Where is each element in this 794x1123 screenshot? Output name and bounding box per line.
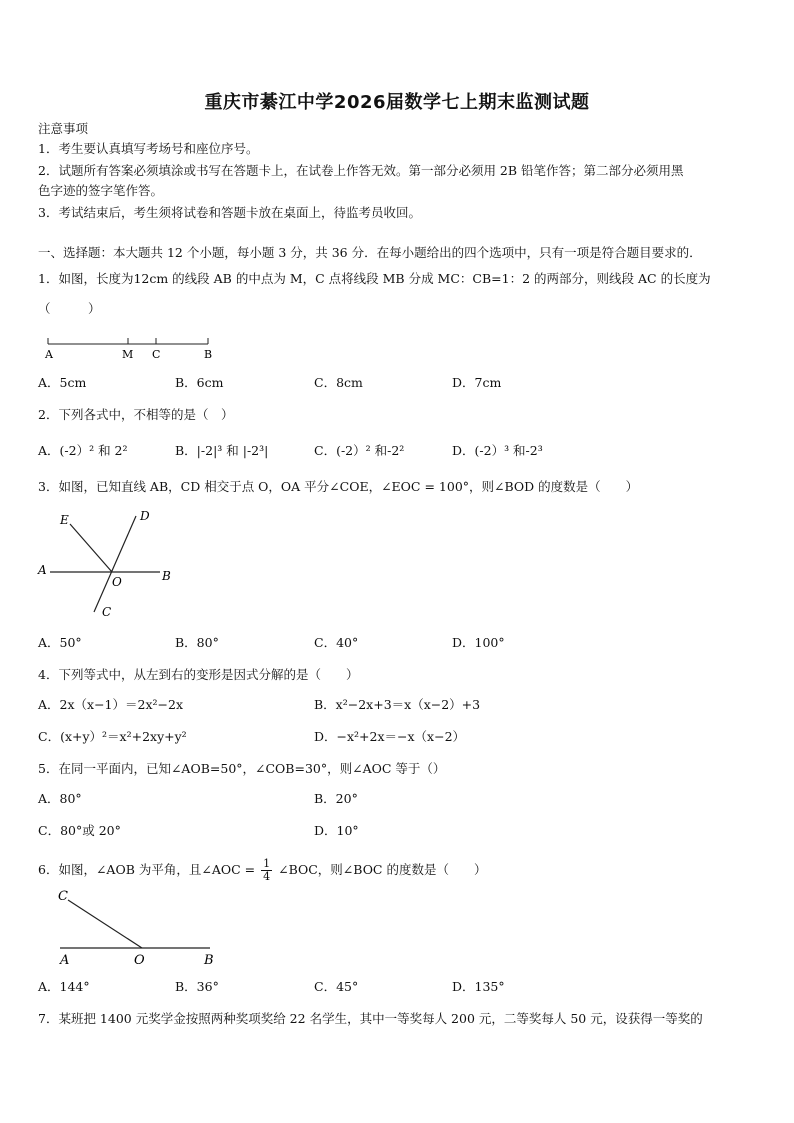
label-e: E	[60, 513, 69, 527]
label-a: A	[38, 563, 47, 577]
q6-option-d: D．135°	[452, 979, 505, 994]
fraction	[261, 858, 272, 883]
q6-stem-part1: 6．如图，∠AOB 为平角，且∠AOC =	[38, 862, 256, 877]
q1-option-d: D．7cm	[452, 375, 502, 390]
section-heading: 一、选择题：本大题共 12 个小题，每小题 3 分，共 36 分．在每小题给出的四个选项中，只有一项是符合题目要求的．	[38, 245, 702, 260]
q5-stem: 5．在同一平面内，已知∠AOB=50°，∠COB=30°，则∠AOC 等于（）	[38, 761, 446, 776]
notice-item: 1．考生要认真填写考场号和座位序号。	[38, 141, 259, 156]
q5-option-c: C．80°或 20°	[38, 823, 121, 838]
q6-option-b: B．36°	[175, 979, 219, 994]
q1-figure	[38, 330, 228, 364]
fraction-denominator: 4	[263, 870, 271, 883]
label-o: O	[134, 953, 145, 968]
label-b: B	[162, 569, 171, 583]
label-b: B	[204, 348, 213, 361]
q3-option-a: A．50°	[38, 635, 82, 650]
q5-option-b: B．20°	[314, 791, 358, 806]
q4-option-c: C．(x+y）²＝x²+2xy+y²	[38, 729, 187, 744]
q3-option-c: C．40°	[314, 635, 359, 650]
notice-item: 2．试题所有答案必须填涂或书写在答题卡上，在试卷上作答无效。第一部分必须用 2B 铅笔作答；第二部分必须用黑	[38, 163, 684, 178]
q1-option-b: B．6cm	[175, 375, 224, 390]
q6-figure	[50, 886, 230, 972]
notice-heading: 注意事项	[38, 121, 89, 136]
q2-option-a: A．(-2）² 和 2²	[38, 443, 128, 458]
label-a: A	[45, 348, 53, 361]
line-cd	[94, 516, 136, 612]
q4-option-b: B．x²−2x+3＝x（x−2）+3	[314, 697, 481, 712]
q1-stem-blank: （ ）	[38, 301, 101, 316]
label-c: C	[152, 348, 161, 361]
label-d: D	[140, 509, 150, 523]
q3-stem: 3．如图，已知直线 AB，CD 相交于点 O，OA 平分∠COE，∠EOC = 100°，则∠BOD 的度数是（ ）	[38, 479, 639, 494]
q6-stem	[38, 858, 486, 883]
label-c: C	[58, 889, 68, 904]
q3-figure	[36, 506, 186, 624]
label-m: M	[122, 348, 134, 361]
q2-stem: 2．下列各式中，不相等的是（ ）	[38, 407, 234, 422]
notice-item: 3．考试结束后，考生须将试卷和答题卡放在桌面上，待监考员收回。	[38, 205, 421, 220]
q2-option-d: D．(-2）³ 和-2³	[452, 443, 543, 458]
q3-option-b: B．80°	[175, 635, 219, 650]
q2-option-c: C．(-2）² 和-2²	[314, 443, 405, 458]
label-a: A	[60, 953, 70, 968]
ray-oe	[70, 524, 112, 572]
q5-option-d: D．10°	[314, 823, 359, 838]
page-title: 重庆市綦江中学2026届数学七上期末监测试题	[204, 92, 590, 113]
q4-option-a: A．2x（x−1）＝2x²−2x	[38, 697, 183, 712]
fraction-numerator: 1	[263, 857, 271, 870]
label-c: C	[102, 605, 112, 619]
label-o: O	[112, 575, 122, 589]
ray-oc	[68, 900, 142, 948]
q6-option-c: C．45°	[314, 979, 359, 994]
notice-item: 色字迹的签字笔作答。	[38, 183, 164, 198]
q5-option-a: A．80°	[38, 791, 82, 806]
q3-option-d: D．100°	[452, 635, 505, 650]
q6-stem-part2: ∠BOC，则∠BOC 的度数是（ ）	[278, 862, 487, 877]
q1-option-a: A．5cm	[38, 375, 87, 390]
q7-stem: 7．某班把 1400 元奖学金按照两种奖项奖给 22 名学生，其中一等奖每人 200 元，二等奖每人 50 元，设获得一等奖的	[38, 1011, 703, 1026]
q1-stem: 1．如图，长度为12cm 的线段 AB 的中点为 M，C 点将线段 MB 分成 MC：CB=1：2 的两部分，则线段 AC 的长度为	[38, 271, 711, 286]
q6-option-a: A．144°	[38, 979, 90, 994]
q1-option-c: C．8cm	[314, 375, 363, 390]
label-b: B	[204, 953, 214, 968]
q2-option-b: B．|-2|³ 和 |-2³|	[175, 443, 269, 458]
q4-option-d: D．−x²+2x＝−x（x−2）	[314, 729, 466, 744]
q4-stem: 4．下列等式中，从左到右的变形是因式分解的是（ ）	[38, 667, 359, 682]
